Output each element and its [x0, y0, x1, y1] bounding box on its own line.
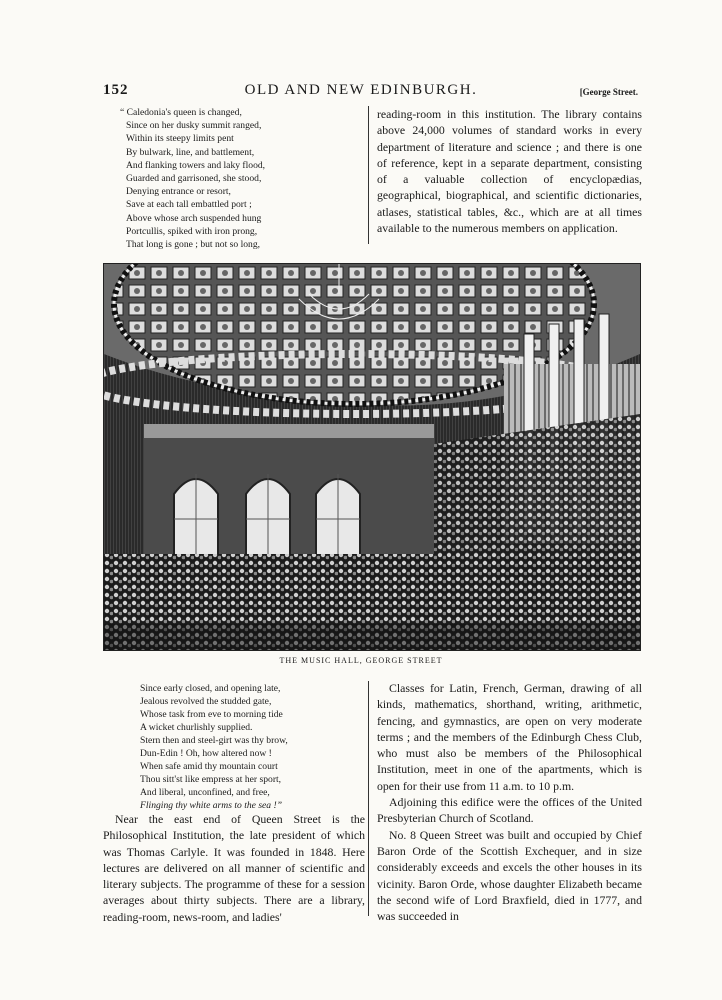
poem-top — [120, 106, 360, 251]
poem-line: And liberal, unconfined, and free, — [140, 787, 270, 798]
poem-line: Within its steepy limits pent — [126, 133, 234, 145]
paragraph: Adjoining this edifice were the offices of the United Presbyterian Church of Scotland. — [377, 795, 642, 826]
left-bottom-paragraph: Near the east end of Queen Street is the Philosophical Institution, the late president of which was Thomas Carlyle. It was founded in 1848. Here lectures are delivered on all manner of scientific and literary subjects. The programme of these for a session averages about thirty subjects. There are a library, reading-room, news-room, and ladies' — [103, 812, 365, 924]
column-divider — [368, 106, 369, 244]
right-top-paragraph: reading-room in this institution. The library contains above 24,000 volumes of standard works in every department of literature and science ; and there is one of reference, kept in a separate department, consisting of a valuable collection of encyclopædias, geographical, biographical, and scientific dictionaries, atlases, statistical tables, &c., which are at all times available to the numerous members on application. — [377, 107, 642, 236]
poem-line-italic: Flinging thy white arms to the sea !” — [140, 800, 283, 811]
running-title: OLD AND NEW EDINBURGH. — [244, 82, 478, 98]
poem-line: “ Caledonia's queen is changed, — [120, 107, 242, 118]
poem-line: Since early closed, and opening late, — [140, 683, 281, 694]
section-label: [George Street. — [579, 87, 638, 97]
paragraph: Classes for Latin, French, German, drawing of all kinds, mathematics, shorthand, writing, arithmetic, fencing, and gymnastics, are open on very moderate terms ; and the members of the Edinburgh Chess Club, who must also be members of the Philosophical Institution, meet in one of the apartments, which is open for their use from 11 a.m. to 10 p.m. — [377, 681, 642, 793]
poem-line: And flanking towers and laky flood, — [126, 159, 266, 171]
illustration-caption: THE MUSIC HALL, GEORGE STREET — [279, 656, 443, 665]
poem-line: Whose task from eve to morning tide — [140, 709, 283, 720]
page-number: 152 — [103, 82, 129, 98]
poem-line: Save at each tall embattled port ; — [126, 199, 252, 211]
poem-line: Since on her dusky summit ranged, — [126, 120, 262, 132]
column-divider — [368, 681, 369, 916]
poem-line: That long is gone ; but not so long, — [126, 239, 261, 251]
music-hall-illustration — [103, 263, 641, 651]
poem-line: Jealous revolved the studded gate, — [140, 696, 272, 707]
poem-line: Portcullis, spiked with iron prong, — [126, 225, 258, 237]
poem-line: Thou sitt'st like empress at her sport, — [140, 774, 282, 785]
paragraph: No. 8 Queen Street was built and occupied by Chief Baron Orde of the Scottish Exchequer, and in size considerably exceeds and excels the other houses in its vicinity. Baron Orde, whose daughter Elizabeth became the second wife of Lord Braxfield, died in 1777, and was succeeded in — [377, 827, 642, 924]
poem-line: Stern then and steel-girt was thy brow, — [140, 735, 288, 746]
poem-line: Dun-Edin ! Oh, how altered now ! — [140, 748, 272, 759]
poem-bottom — [140, 682, 365, 812]
poem-line: When safe amid thy mountain court — [140, 761, 278, 772]
poem-line: Guarded and garrisoned, she stood, — [126, 173, 262, 185]
right-bottom-column — [377, 680, 642, 924]
poem-line: Above whose arch suspended hung — [126, 212, 262, 224]
poem-line: A wicket churlishly supplied. — [140, 722, 253, 733]
poem-line: By bulwark, line, and battlement, — [126, 146, 255, 158]
poem-line: Denying entrance or resort, — [126, 186, 231, 198]
music-hall-engraving — [104, 264, 640, 650]
